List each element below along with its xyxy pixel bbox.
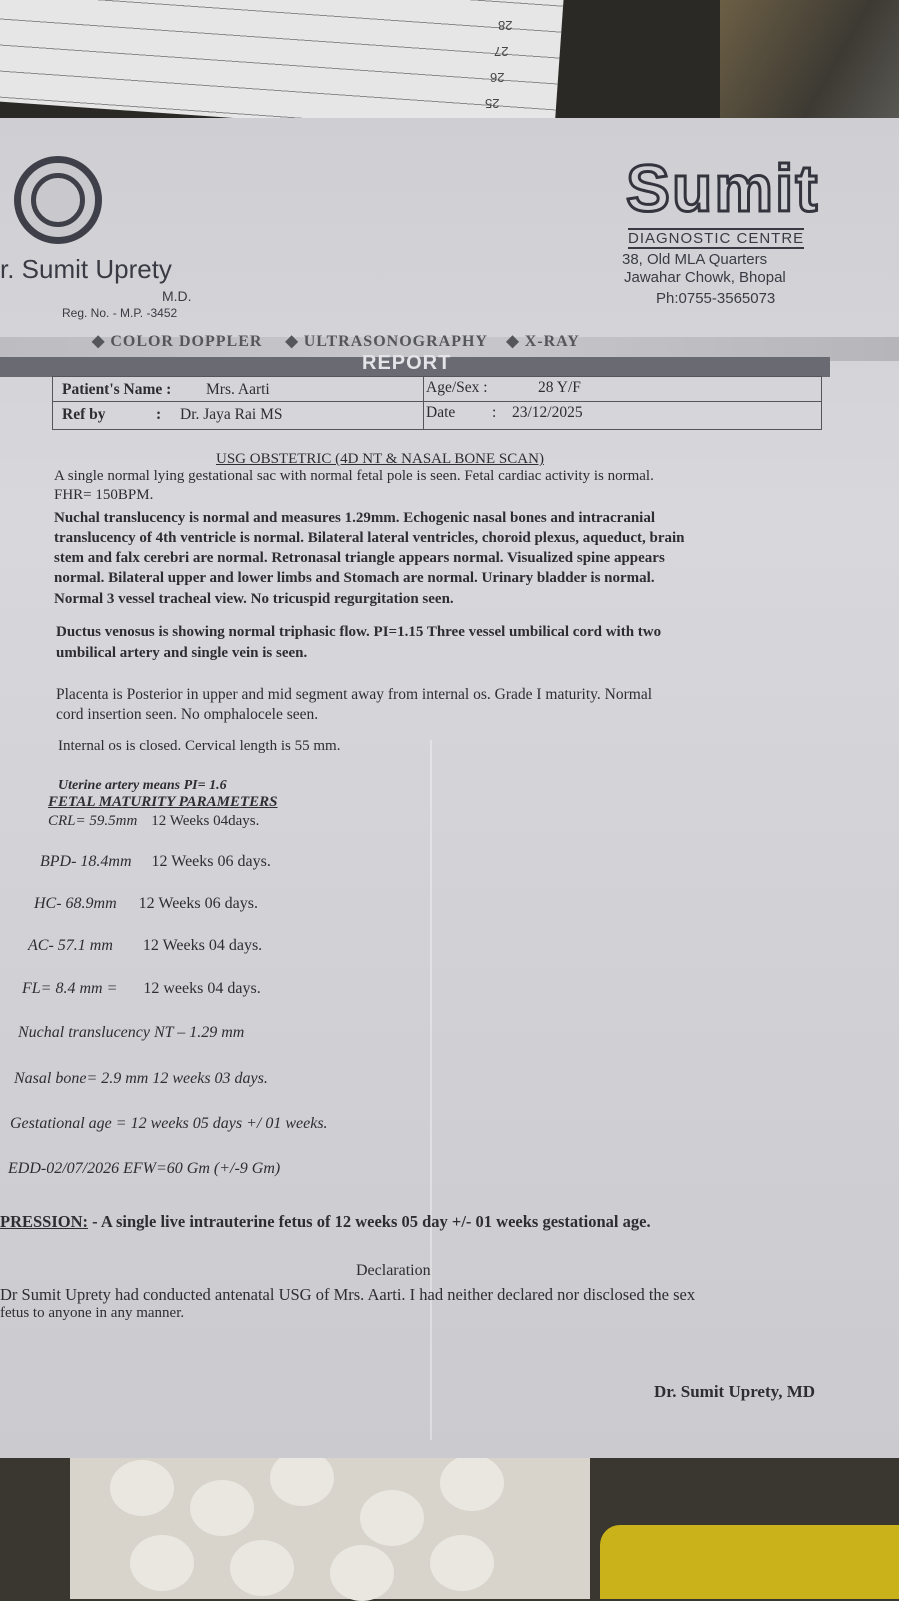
finding-line: stem and falx cerebri are normal. Retronasal triangle appears normal. Visualized spine appears bbox=[54, 550, 665, 566]
address-line-1: 38, Old MLA Quarters bbox=[622, 251, 768, 268]
ref-by-doctor: Dr. Jaya Rai MS bbox=[180, 406, 283, 423]
service-sep-icon: ◆ bbox=[506, 333, 520, 350]
chart-number: 28 bbox=[498, 18, 513, 33]
param-nasal-bone: Nasal bone= 2.9 mm 12 weeks 03 days. bbox=[14, 1070, 268, 1087]
param-bpd: BPD- 18.4mm 12 Weeks 06 days. bbox=[40, 853, 271, 870]
param-ac: AC- 57.1 mm 12 Weeks 04 days. bbox=[28, 937, 263, 954]
fetal-parameters-title: FETAL MATURITY PARAMETERS bbox=[48, 794, 278, 810]
param-nt: Nuchal translucency NT – 1.29 mm bbox=[18, 1024, 245, 1041]
declaration-line: fetus to anyone in any manner. bbox=[0, 1305, 185, 1321]
registration-number: Reg. No. - M.P. -3452 bbox=[62, 306, 178, 320]
ref-by-colon: : bbox=[156, 406, 162, 423]
chart-number: 27 bbox=[494, 44, 509, 59]
doctor-name: r. Sumit Uprety bbox=[0, 254, 172, 284]
patient-name: Mrs. Aarti bbox=[206, 381, 270, 398]
param-hc: HC- 68.9mm 12 Weeks 06 days. bbox=[34, 895, 258, 912]
declaration-title: Declaration bbox=[356, 1262, 431, 1279]
doctor-degree: M.D. bbox=[162, 288, 192, 304]
finding-line: normal. Bilateral upper and lower limbs and Stomach are normal. Urinary bladder is normal. bbox=[54, 570, 655, 586]
param-gestational-age: Gestational age = 12 weeks 05 days +/ 01 weeks. bbox=[10, 1115, 328, 1132]
signature: Dr. Sumit Uprety, MD bbox=[654, 1382, 816, 1401]
date-value: 23/12/2025 bbox=[512, 404, 583, 421]
impression-label: PRESSION: bbox=[0, 1212, 89, 1231]
finding-line: FHR= 150BPM. bbox=[54, 487, 154, 503]
age-sex-value: 28 Y/F bbox=[538, 379, 581, 396]
finding-line: Ductus venosus is showing normal triphasic flow. PI=1.15 Three vessel umbilical cord with two bbox=[56, 624, 662, 640]
ref-by-label: Ref by bbox=[62, 406, 106, 423]
service-color-doppler: COLOR DOPPLER bbox=[110, 333, 263, 350]
paper-fold bbox=[430, 740, 432, 1440]
finding-line: umbilical artery and single vein is seen. bbox=[56, 645, 308, 661]
address-line-2: Jawahar Chowk, Bhopal bbox=[624, 269, 786, 286]
scan-title: USG OBSTETRIC (4D NT & NASAL BONE SCAN) bbox=[216, 451, 544, 467]
centre-name: DIAGNOSTIC CENTRE bbox=[628, 230, 805, 247]
patient-name-label: Patient's Name : bbox=[62, 381, 172, 398]
param-crl: CRL= 59.5mm 12 Weeks 04days. bbox=[48, 813, 260, 829]
finding-line: Placenta is Posterior in upper and mid segment away from internal os. Grade I maturity. Normal bbox=[56, 686, 653, 703]
impression bbox=[0, 1212, 651, 1232]
uterine-artery: Uterine artery means PI= 1.6 bbox=[58, 778, 227, 793]
finding-line: cord insertion seen. No omphalocele seen. bbox=[56, 706, 319, 723]
service-sep-icon: ◆ bbox=[285, 333, 299, 350]
finding-line: Nuchal translucency is normal and measures 1.29mm. Echogenic nasal bones and intracranial bbox=[54, 510, 656, 526]
clinic-logo-icon bbox=[14, 156, 102, 244]
age-sex-label: Age/Sex : bbox=[426, 379, 488, 396]
finding-line: Internal os is closed. Cervical length is 55 mm. bbox=[58, 738, 341, 754]
phone-number: Ph:0755-3565073 bbox=[656, 290, 776, 307]
brand-logo: Sumit bbox=[626, 151, 820, 225]
background-yellow-object bbox=[600, 1525, 899, 1599]
param-fl: FL= 8.4 mm = 12 weeks 04 days. bbox=[22, 980, 261, 997]
chart-number: 26 bbox=[490, 70, 505, 85]
service-ultrasonography: ULTRASONOGRAPHY bbox=[303, 333, 488, 350]
report-title: REPORT bbox=[362, 352, 452, 374]
date-label: Date bbox=[426, 404, 456, 421]
date-colon: : bbox=[492, 404, 497, 421]
service-xray: X-RAY bbox=[524, 333, 580, 350]
impression-text: - A single live intrauterine fetus of 12 weeks 05 day +/- 01 weeks gestational age. bbox=[88, 1212, 651, 1231]
param-edd-efw: EDD-02/07/2026 EFW=60 Gm (+/-9 Gm) bbox=[8, 1160, 281, 1177]
declaration-line: Dr Sumit Uprety had conducted antenatal USG of Mrs. Aarti. I had neither declared nor disclosed the sex bbox=[0, 1285, 696, 1304]
background-cloth bbox=[720, 0, 899, 130]
finding-line: A single normal lying gestational sac with normal fetal pole is seen. Fetal cardiac activity is normal. bbox=[54, 468, 654, 484]
finding-line: Normal 3 vessel tracheal view. No tricuspid regurgitation seen. bbox=[54, 591, 454, 607]
services-row bbox=[92, 331, 580, 351]
chart-number: 25 bbox=[485, 96, 500, 111]
finding-line: translucency of 4th ventricle is normal. Bilateral lateral ventricles, choroid plexus, aqueduct, brain bbox=[54, 530, 685, 546]
service-sep-icon: ◆ bbox=[92, 333, 106, 350]
background-tiles bbox=[70, 1440, 590, 1599]
